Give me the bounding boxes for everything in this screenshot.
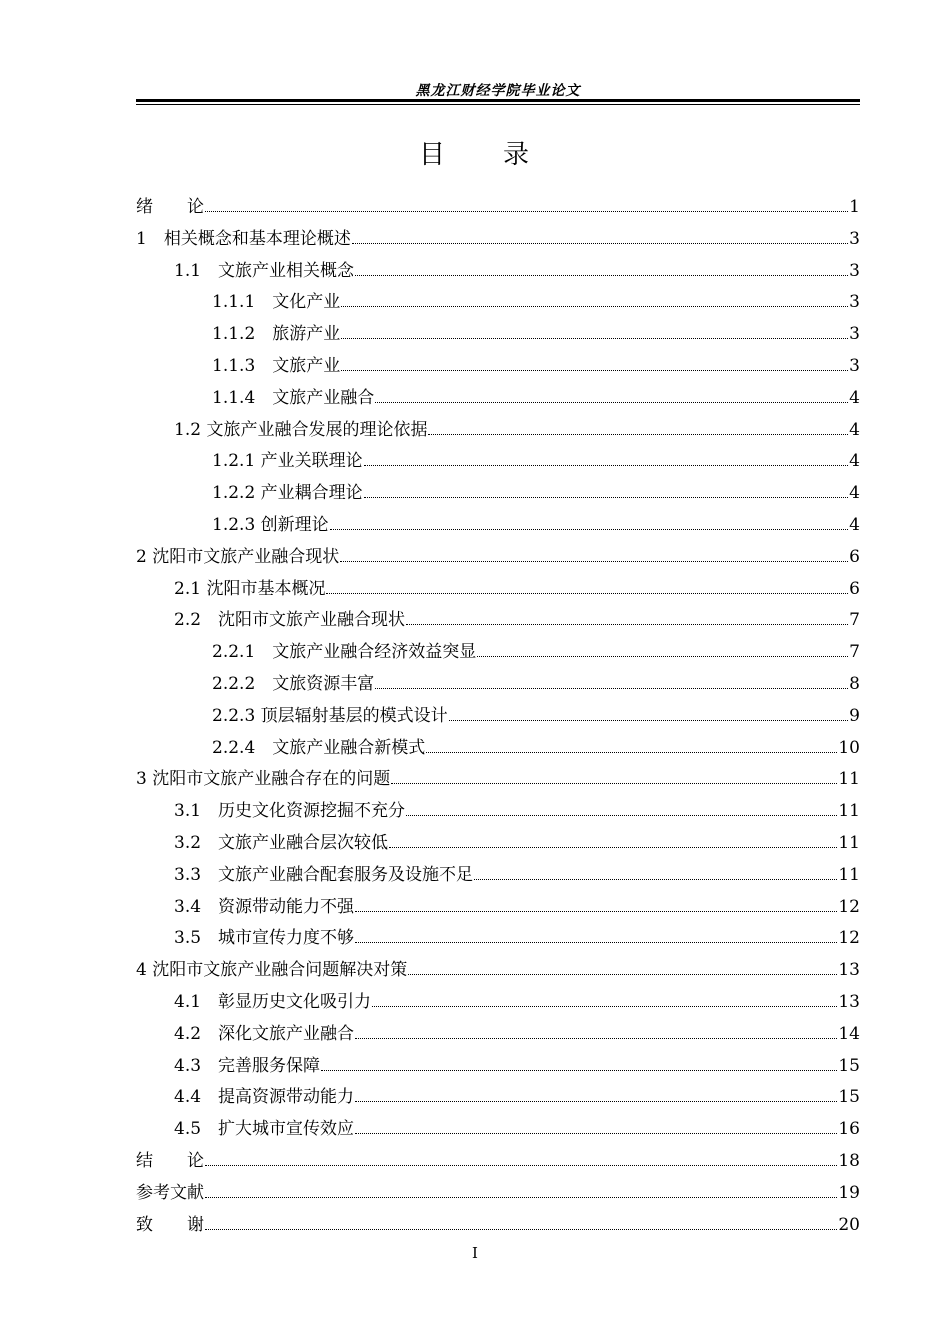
toc-leader-dots: [428, 434, 848, 435]
toc-entry-label: 1.2 文旅产业融合发展的理论依据: [174, 419, 428, 440]
toc-entry[interactable]: [136, 351, 860, 383]
toc-entry-page: 3: [849, 355, 860, 376]
toc-entry[interactable]: [136, 1019, 860, 1051]
toc-leader-dots: [364, 497, 849, 498]
toc-entry-label: 1.2.2 产业耦合理论: [212, 483, 363, 504]
toc-entry[interactable]: [136, 828, 860, 860]
toc-entry-page: 11: [838, 769, 860, 790]
page-number: I: [472, 1244, 478, 1262]
toc-entry-page: 6: [849, 546, 860, 567]
toc-entry[interactable]: [136, 542, 860, 574]
toc-leader-dots: [352, 243, 848, 244]
toc-leader-dots: [341, 338, 848, 339]
toc-leader-dots: [355, 942, 837, 943]
toc-entry-label: 1.1.4 文旅产业融合: [212, 387, 375, 408]
toc-entry-label: 4.2 深化文旅产业融合: [174, 1023, 355, 1044]
toc-entry-label: 4.3 完善服务保障: [174, 1055, 321, 1076]
toc-leader-dots: [355, 275, 848, 276]
toc-entry[interactable]: [136, 955, 860, 987]
toc-entry-label: 2.2 沈阳市文旅产业融合现状: [174, 610, 406, 631]
toc-leader-dots: [406, 624, 848, 625]
toc-entry-label: 1.2.1 产业关联理论: [212, 451, 363, 472]
toc-entry-label: 结 论: [136, 1150, 204, 1171]
toc-entry[interactable]: [136, 287, 860, 319]
toc-entry[interactable]: [136, 1178, 860, 1210]
toc-entry-label: 3.2 文旅产业融合层次较低: [174, 832, 389, 853]
toc-entry-label: 3.5 城市宣传力度不够: [174, 928, 355, 949]
toc-entry[interactable]: [136, 733, 860, 765]
toc-leader-dots: [340, 561, 848, 562]
table-of-contents: [136, 192, 860, 1241]
toc-leader-dots: [474, 879, 837, 880]
toc-entry-label: 4 沈阳市文旅产业融合问题解决对策: [136, 960, 408, 981]
toc-entry[interactable]: [136, 383, 860, 415]
toc-entry-label: 4.4 提高资源带动能力: [174, 1087, 355, 1108]
toc-leader-dots: [355, 1038, 837, 1039]
toc-entry-label: 2.2.1 文旅产业融合经济效益突显: [212, 642, 477, 663]
toc-entry-page: 20: [838, 1214, 860, 1235]
toc-entry-label: 2 沈阳市文旅产业融合现状: [136, 546, 340, 567]
toc-entry-page: 9: [849, 705, 860, 726]
toc-entry-label: 1.1 文旅产业相关概念: [174, 260, 355, 281]
toc-entry[interactable]: [136, 701, 860, 733]
toc-entry-page: 10: [838, 737, 860, 758]
toc-entry[interactable]: [136, 1082, 860, 1114]
toc-entry-page: 3: [849, 292, 860, 313]
toc-leader-dots: [355, 1101, 837, 1102]
toc-leader-dots: [341, 306, 848, 307]
toc-entry-label: 2.2.3 顶层辐射基层的模式设计: [212, 705, 448, 726]
toc-leader-dots: [408, 974, 837, 975]
toc-entry[interactable]: [136, 415, 860, 447]
toc-entry[interactable]: [136, 923, 860, 955]
toc-entry-page: 4: [849, 451, 860, 472]
toc-entry-label: 2.1 沈阳市基本概况: [174, 578, 326, 599]
toc-leader-dots: [375, 688, 848, 689]
toc-entry[interactable]: [136, 319, 860, 351]
toc-entry[interactable]: [136, 224, 860, 256]
toc-entry-page: 13: [838, 991, 860, 1012]
toc-entry-page: 16: [838, 1119, 860, 1140]
toc-leader-dots: [321, 1070, 837, 1071]
toc-entry[interactable]: [136, 446, 860, 478]
toc-entry[interactable]: [136, 256, 860, 288]
toc-entry-page: 3: [849, 260, 860, 281]
toc-entry-label: 1 相关概念和基本理论概述: [136, 228, 351, 249]
toc-entry-page: 4: [849, 514, 860, 535]
toc-entry[interactable]: [136, 1146, 860, 1178]
toc-leader-dots: [389, 847, 837, 848]
toc-leader-dots: [364, 465, 849, 466]
toc-leader-dots: [205, 1165, 837, 1166]
toc-leader-dots: [205, 211, 848, 212]
toc-entry-page: 18: [838, 1150, 860, 1171]
toc-entry-label: 1.1.3 文旅产业: [212, 355, 341, 376]
toc-entry-label: 1.2.3 创新理论: [212, 514, 329, 535]
toc-entry[interactable]: [136, 574, 860, 606]
toc-entry-page: 11: [838, 864, 860, 885]
toc-entry[interactable]: [136, 796, 860, 828]
toc-entry-page: 7: [849, 642, 860, 663]
toc-leader-dots: [355, 911, 837, 912]
toc-leader-dots: [355, 1133, 837, 1134]
header-rule-thin: [136, 104, 860, 105]
toc-entry[interactable]: [136, 892, 860, 924]
toc-leader-dots: [372, 1006, 837, 1007]
toc-leader-dots: [205, 1197, 837, 1198]
toc-entry-label: 3.4 资源带动能力不强: [174, 896, 355, 917]
toc-entry-label: 3.3 文旅产业融合配套服务及设施不足: [174, 864, 474, 885]
toc-leader-dots: [326, 593, 848, 594]
toc-leader-dots: [426, 752, 837, 753]
toc-entry[interactable]: [136, 860, 860, 892]
toc-entry-page: 8: [849, 673, 860, 694]
toc-entry[interactable]: [136, 510, 860, 542]
toc-entry[interactable]: [136, 637, 860, 669]
toc-leader-dots: [330, 529, 849, 530]
toc-entry[interactable]: [136, 1210, 860, 1242]
toc-entry[interactable]: [136, 1114, 860, 1146]
toc-leader-dots: [205, 1229, 837, 1230]
toc-entry-page: 4: [849, 387, 860, 408]
toc-entry[interactable]: [136, 478, 860, 510]
page-title: 目 录: [418, 140, 531, 170]
toc-entry-label: 1.1.2 旅游产业: [212, 324, 341, 345]
toc-entry-page: 3: [849, 228, 860, 249]
toc-leader-dots: [341, 370, 848, 371]
toc-entry[interactable]: [136, 605, 860, 637]
toc-entry-label: 参考文献: [136, 1182, 204, 1203]
toc-entry-page: 12: [838, 896, 860, 917]
toc-entry-page: 3: [849, 324, 860, 345]
toc-entry-label: 2.2.2 文旅资源丰富: [212, 673, 375, 694]
toc-entry-label: 1.1.1 文化产业: [212, 292, 341, 313]
toc-entry-page: 11: [838, 801, 860, 822]
toc-entry[interactable]: [136, 1051, 860, 1083]
toc-leader-dots: [375, 402, 848, 403]
header-rule-thick: [136, 99, 860, 102]
toc-entry[interactable]: [136, 192, 860, 224]
toc-leader-dots: [406, 815, 837, 816]
toc-entry[interactable]: [136, 669, 860, 701]
toc-entry-label: 2.2.4 文旅产业融合新模式: [212, 737, 426, 758]
toc-entry-page: 15: [838, 1087, 860, 1108]
toc-entry[interactable]: [136, 987, 860, 1019]
toc-entry-page: 14: [838, 1023, 860, 1044]
toc-entry-page: 19: [838, 1182, 860, 1203]
toc-entry-label: 3 沈阳市文旅产业融合存在的问题: [136, 769, 391, 790]
toc-entry-label: 3.1 历史文化资源挖掘不充分: [174, 801, 406, 822]
toc-entry-label: 致 谢: [136, 1214, 204, 1235]
toc-entry-page: 6: [849, 578, 860, 599]
toc-entry-page: 4: [849, 483, 860, 504]
toc-entry-page: 7: [849, 610, 860, 631]
toc-leader-dots: [391, 783, 837, 784]
toc-entry-page: 15: [838, 1055, 860, 1076]
toc-entry-page: 4: [849, 419, 860, 440]
toc-entry-page: 11: [838, 832, 860, 853]
page-header: 黑龙江财经学院毕业论文: [415, 83, 581, 99]
toc-entry-label: 4.5 扩大城市宣传效应: [174, 1119, 355, 1140]
toc-entry-page: 12: [838, 928, 860, 949]
toc-leader-dots: [449, 720, 849, 721]
toc-entry[interactable]: [136, 764, 860, 796]
toc-entry-label: 绪 论: [136, 197, 204, 217]
toc-leader-dots: [477, 656, 848, 657]
toc-entry-page: 13: [838, 960, 860, 981]
toc-entry-label: 4.1 彰显历史文化吸引力: [174, 991, 372, 1012]
toc-entry-page: 1: [849, 197, 860, 217]
